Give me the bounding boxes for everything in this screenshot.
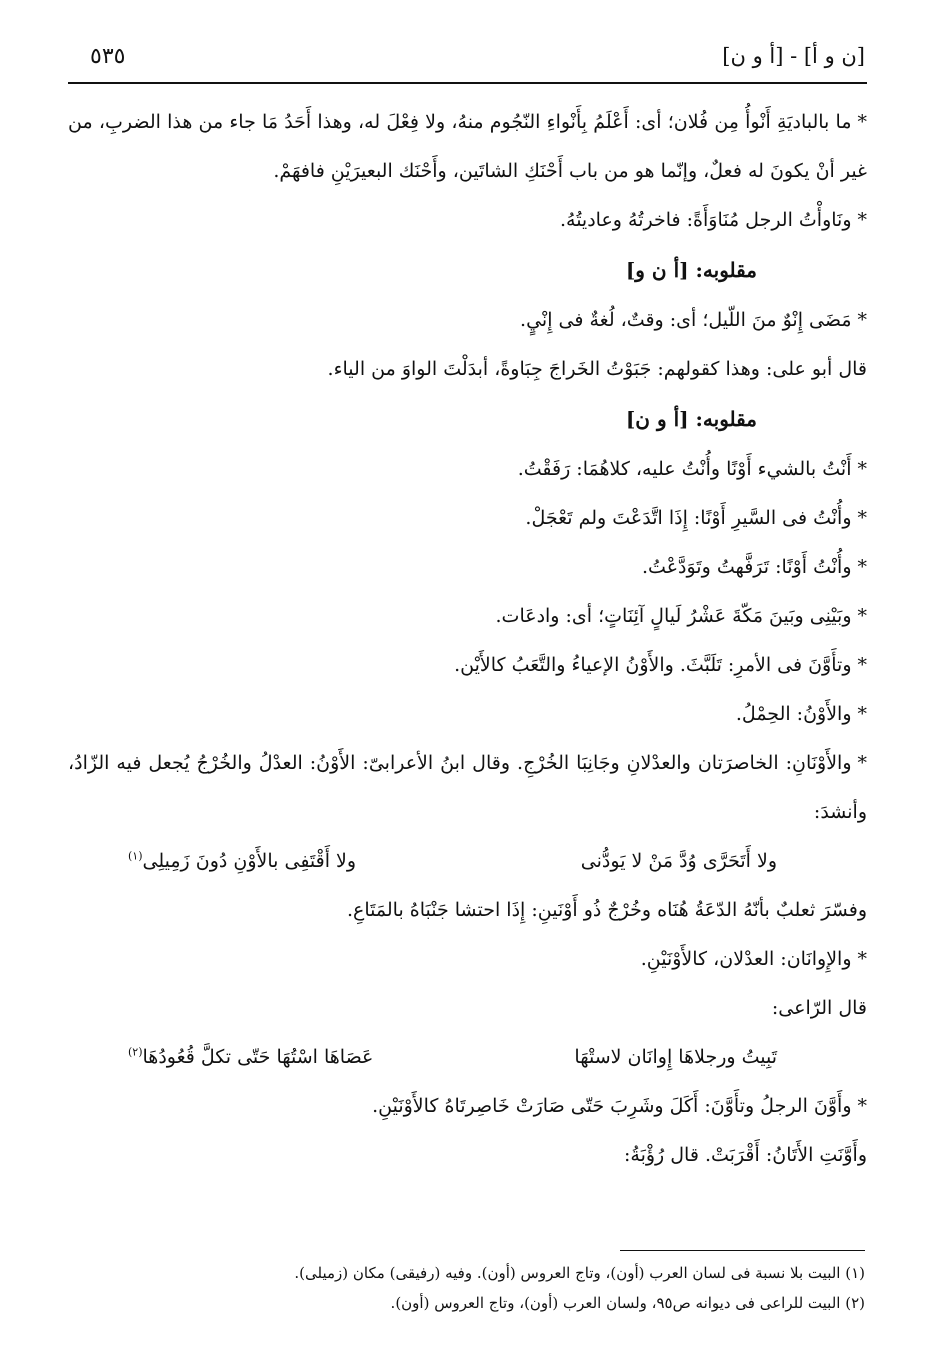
entry-text: مَضَى إِنْوٌ منَ اللّيل؛ أى: وقتٌ، لُغةٌ فى إِنْيٍ. (520, 309, 852, 331)
entry-paragraph (68, 739, 867, 837)
entry-paragraph (68, 543, 867, 592)
star-mark: * (857, 654, 867, 676)
star-mark: * (857, 605, 867, 627)
verse-line (68, 1033, 867, 1082)
entry-text: ما بالباديَةِ أَنْوأُ مِن فُلان؛ أى: أَعْلَمُ بِأَنْواءِ النّجُوم منهُ، ولا فِعْلَ له، وهذا أَحَدُ مَا جاء من هذا الضربِ، من غير أنْ يكونَ له فعلٌ، وإنّما هو من باب أَحْنَكِ الشاتَين، وأَحْنَك البعيرَيْنِ فافهَمْ. (68, 111, 867, 182)
entry-text: والإِوانَان: العدْلان، كالأَوْنَيْنِ. (640, 948, 852, 970)
entry-text: والأَوْنُ: الحِمْلُ. (735, 703, 852, 725)
entry-text: وفسّرَ ثعلبٌ بأنّهُ الدّعَةُ هُنَاه وخُرْجٌ ذُو أَوْنَينِ: إِذَا احتشا جَنْبَاهُ بالمَتَاعِ. (346, 899, 867, 921)
footnote-2: (٢) البيت للراعى فى ديوانه ص٩٥، ولسان العرب (أون)، وتاج العروس (أون). (390, 1294, 865, 1312)
footnote-rule (620, 1250, 865, 1251)
verse-line (68, 837, 867, 886)
verse-hemistich-text: ولا أَقْتَفِى بالأَوْنِ دُونَ زَمِيلِى (142, 850, 357, 872)
footnote-marker: (١) (128, 849, 143, 863)
entry-text: قال أبو على: وهذا كقولهم: جَبَوْتُ الخَراجَ جِبَاوةً، أبدَلْتَ الواوَ من الياء. (327, 358, 867, 380)
section-heading: مقلوبه: [أ و ن] (625, 407, 757, 431)
star-mark: * (857, 111, 867, 133)
entry-paragraph (68, 984, 867, 1033)
footnote-marker: (٢) (128, 1045, 143, 1059)
entry-paragraph (68, 1131, 867, 1180)
star-mark: * (857, 507, 867, 529)
entry-text: وأَوَّنَ الرجلُ وتأَوَّنَ: أَكَلَ وشَرِبَ حَتّى صَارَتْ خَاصِرتَاهُ كالأَوْنَيْنِ. (372, 1095, 852, 1117)
header-rule (68, 82, 867, 84)
entry-paragraph (68, 345, 867, 394)
footnotes (68, 1258, 865, 1318)
page-header (0, 0, 933, 90)
verse-hemistich-first: تَبِيتُ ورجلاهَا إِوانَان لاستْهَا (574, 1046, 777, 1068)
entry-paragraph (68, 1082, 867, 1131)
star-mark: * (857, 556, 867, 578)
footnote-1: (١) البيت بلا نسبة فى لسان العرب (أون)، وتاج العروس (أون). وفيه (رفيقى) مكان (زميلى). (294, 1264, 865, 1282)
entry-text: قال الرّاعى: (771, 997, 867, 1019)
section-heading: مقلوبه: [أ ن و] (625, 258, 757, 282)
entry-paragraph (68, 935, 867, 984)
verse-hemistich-second (128, 837, 356, 886)
star-mark: * (857, 1095, 867, 1117)
entry-text: وتأَوَّنَ فى الأمرِ: تَلَبَّثَ. والأَوْنُ الإعياءُ والتَّعَبُ كالأَيْن. (454, 654, 852, 676)
entry-text: ونَاوأْتُ الرجل مُنَاوَأَةً: فاخرتُهُ وعاديتُهُ. (559, 209, 852, 231)
star-mark: * (857, 703, 867, 725)
entry-paragraph (68, 98, 867, 196)
verse-hemistich-first: ولا أَتَحَرَّى وُدَّ مَنْ لا يَودُّنى (580, 850, 777, 872)
star-mark: * (857, 752, 867, 774)
entry-paragraph (68, 494, 867, 543)
entry-text: والأَوْنَانِ: الخاصرَتان والعدْلانِ وجَانِبَا الخُرْجِ. وقال ابنُ الأعرابىّ: الأَوْنُ: العدْلُ والخُرْجُ يُجعل فيه الزّادُ، وأنشدَ: (68, 752, 867, 823)
main-text (68, 98, 867, 1180)
entry-text: وأُنْتُ فى السَّيرِ أَوْنًا: إِذَا اتَّدَعْتَ ولم تَعْجَلْ. (525, 507, 852, 529)
star-mark: * (857, 948, 867, 970)
star-mark: * (857, 209, 867, 231)
root-range: [ن و أ] - [أ و ن] (722, 44, 865, 68)
entry-paragraph (68, 196, 867, 245)
entry-paragraph (68, 445, 867, 494)
star-mark: * (857, 309, 867, 331)
verse-hemistich-text: عَصَاهَا اسْتُهَا حَتّى تكلَّ قُعُودُهَا (142, 1046, 374, 1068)
page-number: ٥٣٥ (90, 44, 126, 69)
verse-hemistich-second (128, 1033, 373, 1082)
star-mark: * (857, 458, 867, 480)
entry-paragraph (68, 641, 867, 690)
entry-text: وأُنْتُ أَوْنًا: تَرَفَّهتُ وتَوَدَّعْتُ. (642, 556, 852, 578)
entry-paragraph (68, 886, 867, 935)
entry-text: وأَوَّنَتِ الأَتَانُ: أَقْرَبَتْ. قال رُؤْبَةُ: (623, 1144, 867, 1166)
entry-text: وبَيْنِى وبَينَ مَكّةَ عَشْرُ لَيالٍ آئِنَاتٍ؛ أى: وادعَات. (495, 605, 852, 627)
entry-paragraph (68, 296, 867, 345)
entry-paragraph (68, 690, 867, 739)
entry-paragraph (68, 592, 867, 641)
entry-text: أَنْتُ بالشيء أَوْنًا وأُنْتُ عليه، كلاهُمَا: رَفَقْتُ. (517, 458, 852, 480)
